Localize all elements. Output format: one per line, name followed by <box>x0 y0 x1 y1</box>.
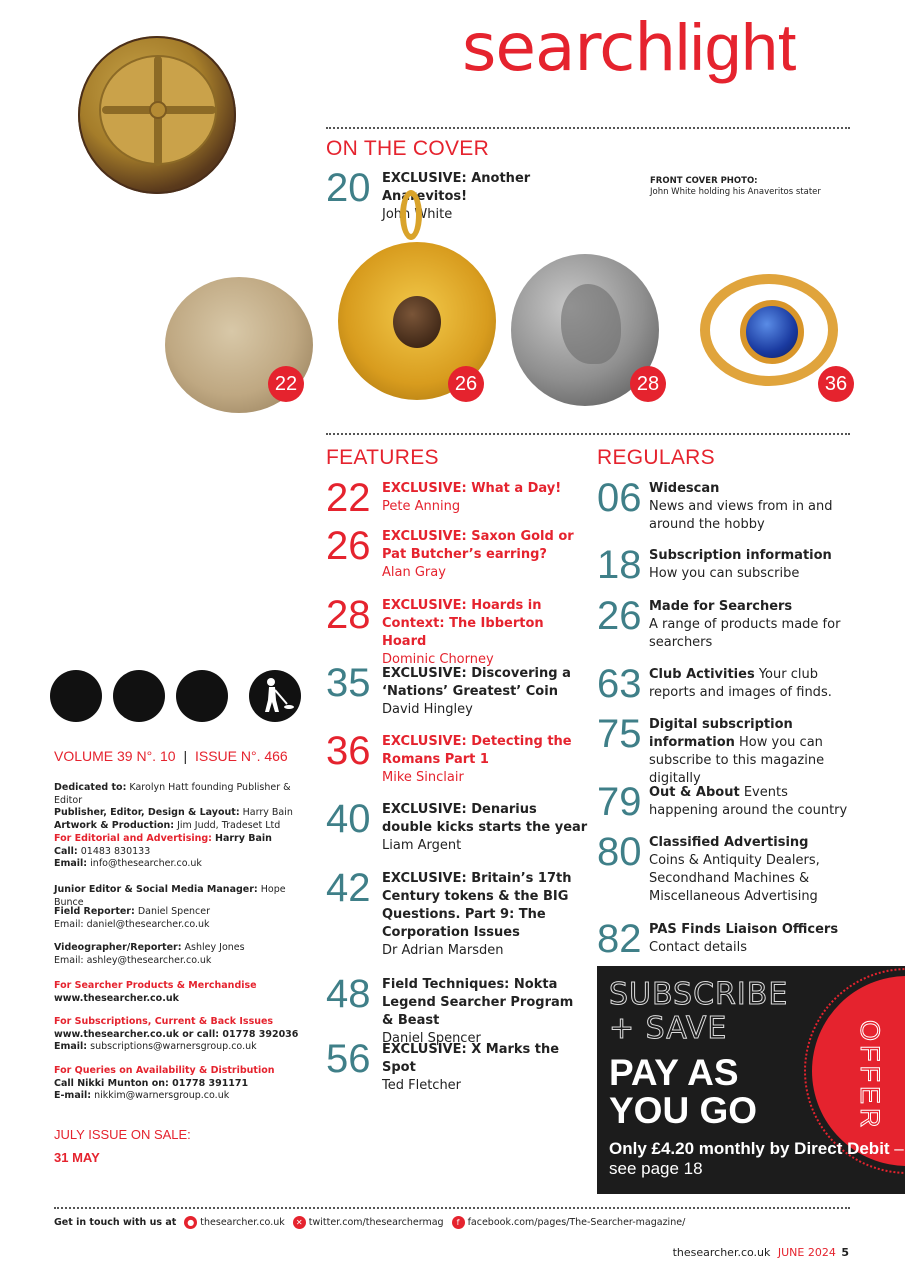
decor-dot-3 <box>176 670 228 722</box>
regular-title: Widescan <box>649 481 720 496</box>
regular-description: How you can subscribe to this magazine digitally <box>649 735 825 786</box>
regular-entry[interactable] <box>597 830 855 906</box>
cover-photo-credit <box>650 176 821 198</box>
coin-badge-36: 36 <box>818 366 854 402</box>
regular-title: Out & About <box>649 785 740 800</box>
folio-page: 5 <box>841 1246 849 1259</box>
facebook-icon: f <box>452 1216 465 1229</box>
you-go-heading: YOU GO <box>609 1090 758 1131</box>
feature-author: Liam Argent <box>382 838 462 853</box>
feature-entry[interactable] <box>326 593 588 669</box>
regular-description: A range of products made for searchers <box>649 617 841 650</box>
feature-title: EXCLUSIVE: Discovering a ‘Nations’ Greatest’ Coin <box>382 666 571 699</box>
feature-author: David Hingley <box>382 702 473 717</box>
divider-top <box>326 127 850 129</box>
regular-title: Subscription information <box>649 548 832 563</box>
feature-author: Alan Gray <box>382 565 446 580</box>
editorial-contact: For Editorial and Advertising: Harry Bain Call: 01483 830133 Email: info@thesearcher.co.uk <box>54 833 272 869</box>
coin-badge-22: 22 <box>268 366 304 402</box>
footer-contact <box>54 1216 685 1229</box>
cover-coin-image <box>78 36 236 194</box>
feature-title: EXCLUSIVE: Detecting the Romans Part 1 <box>382 734 572 767</box>
feature-entry[interactable] <box>326 729 588 787</box>
footer-twitter-link[interactable]: twitter.com/thesearchermag <box>308 1217 444 1228</box>
divider-bottom <box>54 1207 850 1209</box>
feature-entry[interactable] <box>326 866 588 960</box>
feature-page-number: 28 <box>326 593 371 637</box>
decor-dot-2 <box>113 670 165 722</box>
feature-title: EXCLUSIVE: Saxon Gold or Pat Butcher’s earring? <box>382 529 574 562</box>
feature-author: Dr Adrian Marsden <box>382 943 504 958</box>
avail-email-link[interactable]: nikkim@warnersgroup.co.uk <box>94 1090 230 1101</box>
products-link[interactable]: www.thesearcher.co.uk <box>54 992 179 1004</box>
subscribe-heading: SUBSCRIBE <box>609 977 789 1012</box>
offer-rest: – see page 18 <box>609 1139 904 1178</box>
pay-as-heading: PAY AS <box>609 1052 739 1093</box>
regular-description: How you can subscribe <box>649 566 800 581</box>
issue-label: ISSUE N°. 466 <box>194 748 288 764</box>
regular-entry[interactable] <box>597 476 855 534</box>
volume-issue: VOLUME 39 N°. 10 | ISSUE N°. 466 <box>54 748 288 764</box>
regular-title: Club Activities <box>649 667 755 682</box>
regular-description: News and views from in and around the hobby <box>649 499 833 532</box>
regular-title: Classified Advertising <box>649 835 809 850</box>
cover-page-number: 20 <box>326 166 371 210</box>
regular-title: Made for Searchers <box>649 599 793 614</box>
onsale-label: JULY ISSUE ON SALE: <box>54 1127 191 1142</box>
web-icon: ● <box>184 1216 197 1229</box>
regular-page-number: 79 <box>597 780 642 824</box>
feature-page-number: 56 <box>326 1037 371 1081</box>
subscribe-offer-box[interactable] <box>597 966 905 1194</box>
footer-lead: Get in touch with us at <box>54 1217 177 1228</box>
offer-strong: Only £4.20 monthly by Direct Debit <box>609 1139 890 1158</box>
feature-title: EXCLUSIVE: Britain’s 17th Century tokens & the BIG Questions. Part 9: The Corporation Issues <box>382 871 572 940</box>
regular-page-number: 26 <box>597 594 642 638</box>
feature-entry[interactable] <box>326 524 588 582</box>
cover-title: EXCLUSIVE: Another Anarevitos! <box>382 171 531 204</box>
folio-site: thesearcher.co.uk <box>672 1246 771 1259</box>
regular-page-number: 06 <box>597 476 642 520</box>
volume-label: VOLUME 39 N°. 10 <box>54 748 176 764</box>
regular-entry[interactable] <box>597 662 855 706</box>
folio-date: JUNE 2024 <box>777 1246 836 1259</box>
regular-description: Contact details <box>649 940 748 955</box>
feature-author: Daniel Spencer <box>382 1031 481 1046</box>
masthead <box>462 9 797 86</box>
feature-page-number: 26 <box>326 524 371 568</box>
save-heading: + SAVE <box>609 1011 728 1046</box>
junior-editor: Junior Editor & Social Media Manager: Hope Bunce <box>54 884 286 908</box>
feature-page-number: 48 <box>326 972 371 1016</box>
cover-author: John White <box>382 207 453 222</box>
field-reporter: Field Reporter: Daniel Spencer Email: daniel@thesearcher.co.uk <box>54 906 211 930</box>
regular-page-number: 63 <box>597 662 642 706</box>
divider-middle <box>326 433 850 435</box>
regular-title: Digital subscription information <box>649 717 793 750</box>
footer-facebook-link[interactable]: facebook.com/pages/The-Searcher-magazine/ <box>467 1217 686 1228</box>
feature-page-number: 42 <box>326 866 371 910</box>
masthead-light: light <box>675 10 797 84</box>
feature-title: Field Techniques: Nokta Legend Searcher Program & Beast <box>382 977 574 1028</box>
regular-entry[interactable] <box>597 917 855 961</box>
footer-site-link[interactable]: thesearcher.co.uk <box>200 1217 285 1228</box>
twitter-x-icon: ✕ <box>293 1216 306 1229</box>
regular-title: PAS Finds Liaison Officers <box>649 922 839 937</box>
feature-author: Mike Sinclair <box>382 770 464 785</box>
regular-page-number: 82 <box>597 917 642 961</box>
offer-text <box>609 1139 905 1179</box>
feature-page-number: 35 <box>326 661 371 705</box>
feature-title: EXCLUSIVE: X Marks the Spot <box>382 1042 560 1075</box>
availability-contact: For Queries on Availability & Distribution Call Nikki Munton on: 01778 391171 E-mail: nikkim@warnersgroup.co.uk <box>54 1065 275 1101</box>
feature-title: EXCLUSIVE: Hoards in Context: The Ibberton Hoard <box>382 598 544 649</box>
editorial-email-link[interactable]: info@thesearcher.co.uk <box>90 858 202 869</box>
feature-title: EXCLUSIVE: Denarius double kicks starts the year <box>382 802 588 835</box>
feature-entry[interactable] <box>326 476 588 520</box>
videographer: Videographer/Reporter: Ashley Jones Email: ashley@thesearcher.co.uk <box>54 942 245 966</box>
feature-page-number: 22 <box>326 476 371 520</box>
feature-page-number: 40 <box>326 797 371 841</box>
credits-block: Dedicated to: Karolyn Hatt founding Publisher & Editor Publisher, Editor, Design & Layout: Harry Bain Artwork & Production: Jim Judd, Tradeset Ltd <box>54 782 293 831</box>
feature-page-number: 36 <box>326 729 371 773</box>
regular-description: Your club reports and images of finds. <box>649 667 832 700</box>
regular-page-number: 75 <box>597 712 642 756</box>
regular-page-number: 18 <box>597 543 642 587</box>
masthead-bold: search <box>462 9 676 86</box>
regular-page-number: 80 <box>597 830 642 874</box>
coin-badge-28: 28 <box>630 366 666 402</box>
feature-entry[interactable] <box>326 797 588 855</box>
regular-entry[interactable] <box>597 780 855 824</box>
regular-entry[interactable] <box>597 712 855 788</box>
feature-entry[interactable] <box>326 661 588 719</box>
regular-entry[interactable] <box>597 594 855 652</box>
detectorist-logo-icon <box>249 670 301 722</box>
regular-entry[interactable] <box>597 543 855 587</box>
subscriptions-contact: For Subscriptions, Current & Back Issues www.thesearcher.co.uk or call: 01778 392036 Email: subscriptions@warnersgroup.co.uk <box>54 1016 299 1052</box>
regulars-heading: REGULARS <box>597 446 715 469</box>
folio <box>673 1246 849 1259</box>
cover-photo-caption: John White holding his Anaveritos stater <box>650 187 821 197</box>
feature-author: Ted Fletcher <box>382 1078 462 1093</box>
offer-badge: OFFER <box>855 1020 885 1132</box>
coin-badge-26: 26 <box>448 366 484 402</box>
regular-description: Events happening around the country <box>649 785 848 818</box>
subs-email-link[interactable]: subscriptions@warnersgroup.co.uk <box>90 1041 257 1052</box>
feature-author: Pete Anning <box>382 499 461 514</box>
products-contact: For Searcher Products & Merchandise www.thesearcher.co.uk <box>54 980 257 1004</box>
features-heading: FEATURES <box>326 446 439 469</box>
cover-photo-label: FRONT COVER PHOTO: <box>650 176 758 186</box>
regular-description: Coins & Antiquity Dealers, Secondhand Machines & Miscellaneous Advertising <box>649 853 820 904</box>
feature-title: EXCLUSIVE: What a Day! <box>382 481 562 496</box>
cover-heading: ON THE COVER <box>326 137 490 160</box>
onsale-date: 31 MAY <box>54 1150 100 1165</box>
decor-dot-1 <box>50 670 102 722</box>
feature-author: Dominic Chorney <box>382 652 494 667</box>
